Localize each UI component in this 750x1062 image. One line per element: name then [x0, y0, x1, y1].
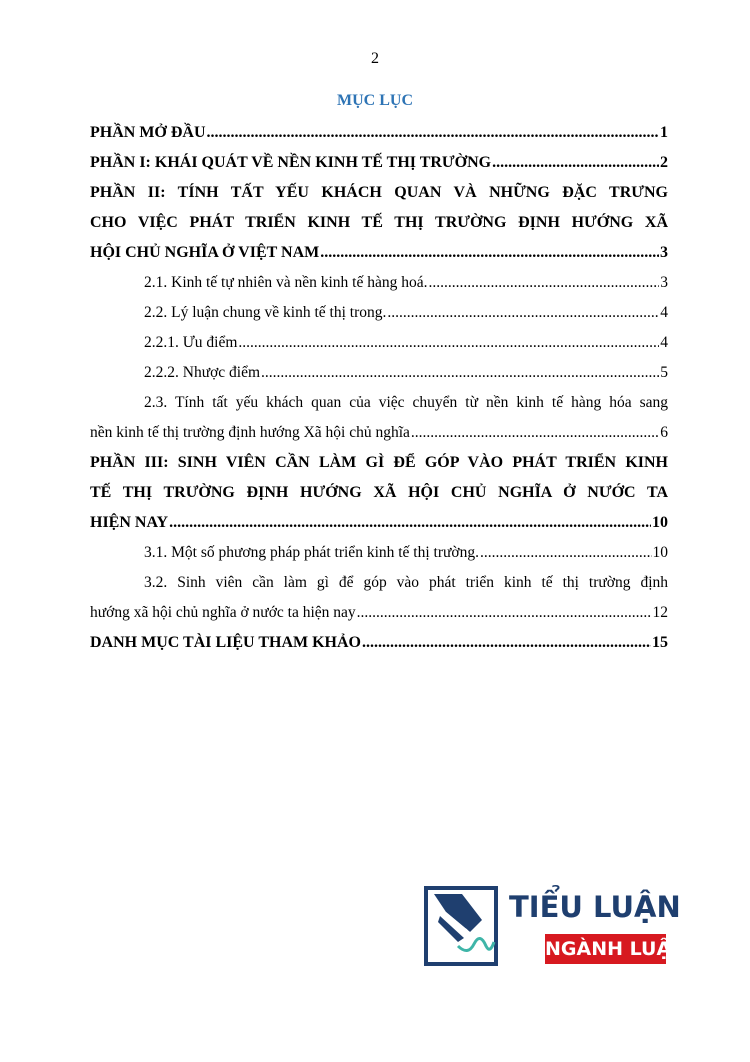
toc-entry-3-2[interactable]: [90, 568, 668, 628]
toc-entry-text: HỘI CHỦ NGHĨA Ở VIỆT NAM: [90, 244, 320, 261]
toc-title: MỤC LỤC: [337, 92, 413, 109]
logo-text-secondary: NGÀNH LUẬT: [545, 934, 666, 964]
toc-page-number: 4: [660, 304, 668, 321]
toc-entry-2-1[interactable]: [90, 268, 668, 298]
toc-entry-last-line: [90, 238, 668, 268]
toc-page-number: 4: [660, 334, 668, 351]
toc-entry-text: 2.1. Kinh tế tự nhiên và nền kinh tế hàng hoá.: [144, 274, 428, 291]
toc-entry-text: 2.2.2. Nhược điểm: [144, 364, 261, 381]
toc-entry-text: PHẦN MỞ ĐẦU: [90, 124, 206, 141]
dot-leader: [387, 298, 659, 328]
toc-entry-2-2-1[interactable]: [90, 328, 668, 358]
toc-entry-text: hướng xã hội chủ nghĩa ở nước ta hiện nay: [90, 604, 356, 621]
toc-entry-text-line: 2.3. Tính tất yếu khách quan của việc chuyển từ nền kinh tế hàng hóa sang: [144, 394, 668, 411]
dot-leader: [480, 538, 652, 568]
dot-leader: [169, 508, 651, 538]
toc-entry-text-line: CHO VIỆC PHÁT TRIỂN KINH TẾ THỊ TRƯỜNG ĐỊNH HƯỚNG XÃ: [90, 214, 668, 231]
toc-entry-2-2[interactable]: [90, 298, 668, 328]
toc-entry-3-1[interactable]: [90, 538, 668, 568]
toc-entry-2-2-2[interactable]: [90, 358, 668, 388]
page-number: 2: [371, 50, 379, 67]
toc-entry-text: PHẦN I: KHÁI QUÁT VỀ NỀN KINH TẾ THỊ TRƯỜNG: [90, 154, 492, 171]
pen-nib-icon: [426, 888, 496, 964]
dot-leader: [357, 598, 652, 628]
toc-entry-text: 2.2. Lý luận chung về kinh tế thị trong.: [144, 304, 387, 321]
toc-entry-last-line: [90, 598, 668, 628]
toc-entry-2-3[interactable]: [90, 388, 668, 448]
dot-leader: [320, 238, 659, 268]
toc-entry-text: HIỆN NAY: [90, 514, 169, 531]
toc-entry-text: DANH MỤC TÀI LIỆU THAM KHẢO: [90, 634, 361, 651]
dot-leader: [362, 628, 651, 658]
toc-page-number: 12: [652, 604, 668, 621]
logo-text-primary: TIỂU LUẬN: [509, 890, 681, 924]
toc-page-number: 6: [660, 424, 668, 441]
toc-entry-text-line: PHẦN II: TÍNH TẤT YẾU KHÁCH QUAN VÀ NHỮNG ĐẶC TRƯNG: [90, 184, 668, 201]
dot-leader: [207, 118, 659, 148]
toc-entry-last-line: [90, 508, 668, 538]
toc-entry-part-1[interactable]: [90, 148, 668, 178]
toc-entry-text-line: TẾ THỊ TRƯỜNG ĐỊNH HƯỚNG XÃ HỘI CHỦ NGHĨA Ở NƯỚC TA: [90, 484, 668, 501]
toc-page-number: 3: [660, 244, 668, 261]
toc-entry-last-line: [90, 418, 668, 448]
dot-leader: [492, 148, 659, 178]
toc-entry-intro[interactable]: [90, 118, 668, 148]
dot-leader: [428, 268, 659, 298]
dot-leader: [411, 418, 659, 448]
toc-entry-references[interactable]: [90, 628, 668, 658]
toc-page-number: 15: [652, 634, 668, 651]
toc-page-number: 5: [660, 364, 668, 381]
table-of-contents: [90, 118, 668, 658]
toc-page-number: 10: [652, 544, 668, 561]
dot-leader: [238, 328, 659, 358]
toc-entry-part-2[interactable]: [90, 178, 668, 268]
toc-entry-text: nền kinh tế thị trường định hướng Xã hội chủ nghĩa: [90, 424, 410, 441]
toc-entry-text-line: 3.2. Sinh viên cần làm gì để góp vào phát triển kinh tế thị trường định: [144, 574, 668, 591]
toc-entry-text: 3.1. Một số phương pháp phát triển kinh tế thị trường.: [144, 544, 479, 561]
toc-entry-part-3[interactable]: [90, 448, 668, 538]
toc-page-number: 2: [660, 154, 668, 171]
toc-entry-text-line: PHẦN III: SINH VIÊN CẦN LÀM GÌ ĐỂ GÓP VÀO PHÁT TRIỂN KINH: [90, 454, 668, 471]
dot-leader: [261, 358, 659, 388]
toc-page-number: 1: [660, 124, 668, 141]
toc-page-number: 10: [652, 514, 668, 531]
toc-entry-text: 2.2.1. Ưu điểm: [144, 334, 238, 351]
toc-page-number: 3: [660, 274, 668, 291]
